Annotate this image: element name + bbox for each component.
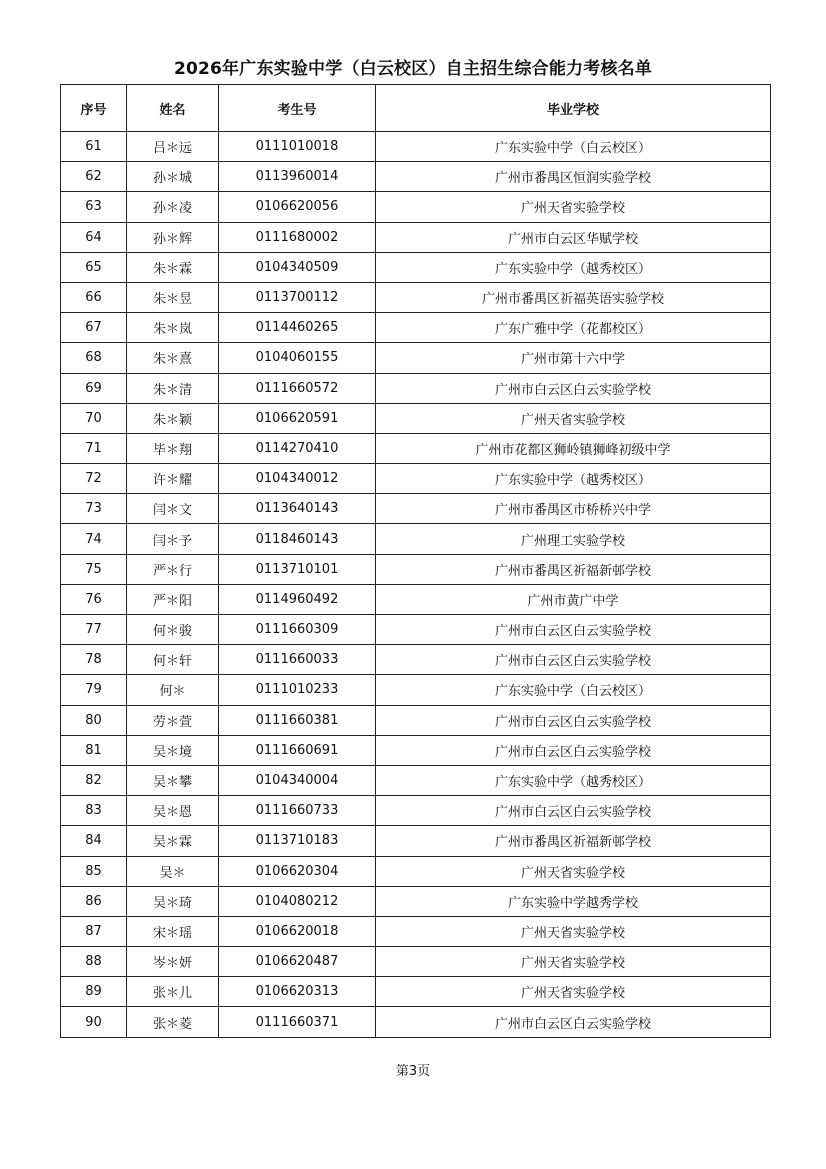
row-index-cell: 77 xyxy=(61,615,127,645)
row-name-cell: 孙＊凌 xyxy=(127,192,219,222)
table-row xyxy=(61,856,771,886)
row-name-cell: 张＊儿 xyxy=(127,977,219,1007)
row-name-cell: 吴＊ xyxy=(127,856,219,886)
table-row xyxy=(61,977,771,1007)
row-school-cell: 广东实验中学（白云校区） xyxy=(376,675,771,705)
row-exam-number-cell: 0106620018 xyxy=(219,916,376,946)
table-row xyxy=(61,132,771,162)
table-row xyxy=(61,554,771,584)
row-exam-number-cell: 0104340012 xyxy=(219,464,376,494)
row-exam-number-cell: 0111660309 xyxy=(219,615,376,645)
table-row xyxy=(61,615,771,645)
row-name-cell: 何＊轩 xyxy=(127,645,219,675)
table-body xyxy=(61,132,771,1038)
row-school-cell: 广东实验中学（越秀校区） xyxy=(376,252,771,282)
row-name-cell: 吴＊琦 xyxy=(127,886,219,916)
row-school-cell: 广州市白云区白云实验学校 xyxy=(376,615,771,645)
row-name-cell: 吴＊攀 xyxy=(127,765,219,795)
column-header-school: 毕业学校 xyxy=(376,85,771,132)
table-row xyxy=(61,252,771,282)
row-index-cell: 85 xyxy=(61,856,127,886)
row-index-cell: 70 xyxy=(61,403,127,433)
row-index-cell: 71 xyxy=(61,433,127,463)
table-row xyxy=(61,675,771,705)
row-name-cell: 严＊行 xyxy=(127,554,219,584)
row-exam-number-cell: 0113960014 xyxy=(219,162,376,192)
row-name-cell: 朱＊霖 xyxy=(127,252,219,282)
row-index-cell: 62 xyxy=(61,162,127,192)
row-school-cell: 广州市番禺区祈福新邨学校 xyxy=(376,826,771,856)
row-school-cell: 广州市番禺区祈福新邨学校 xyxy=(376,554,771,584)
row-name-cell: 毕＊翔 xyxy=(127,433,219,463)
table-row xyxy=(61,826,771,856)
row-index-cell: 86 xyxy=(61,886,127,916)
table-row xyxy=(61,796,771,826)
table-row xyxy=(61,886,771,916)
table-row xyxy=(61,373,771,403)
table-row xyxy=(61,282,771,312)
table-row xyxy=(61,343,771,373)
row-index-cell: 80 xyxy=(61,705,127,735)
row-index-cell: 76 xyxy=(61,584,127,614)
row-school-cell: 广州天省实验学校 xyxy=(376,977,771,1007)
row-index-cell: 68 xyxy=(61,343,127,373)
table-row xyxy=(61,735,771,765)
candidate-table xyxy=(60,84,771,1038)
row-exam-number-cell: 0106620487 xyxy=(219,947,376,977)
row-exam-number-cell: 0106620304 xyxy=(219,856,376,886)
row-school-cell: 广州市番禺区市桥桥兴中学 xyxy=(376,494,771,524)
row-exam-number-cell: 0104340509 xyxy=(219,252,376,282)
table-row xyxy=(61,947,771,977)
row-school-cell: 广州天省实验学校 xyxy=(376,856,771,886)
row-name-cell: 宋＊瑶 xyxy=(127,916,219,946)
row-index-cell: 74 xyxy=(61,524,127,554)
row-school-cell: 广州天省实验学校 xyxy=(376,403,771,433)
row-index-cell: 79 xyxy=(61,675,127,705)
row-exam-number-cell: 0111010018 xyxy=(219,132,376,162)
row-name-cell: 何＊骏 xyxy=(127,615,219,645)
row-name-cell: 何＊ xyxy=(127,675,219,705)
table-row xyxy=(61,313,771,343)
table-row xyxy=(61,524,771,554)
table-row xyxy=(61,494,771,524)
row-index-cell: 64 xyxy=(61,222,127,252)
row-index-cell: 81 xyxy=(61,735,127,765)
table-row xyxy=(61,645,771,675)
row-name-cell: 许＊耀 xyxy=(127,464,219,494)
row-name-cell: 吴＊恩 xyxy=(127,796,219,826)
row-school-cell: 广东实验中学越秀学校 xyxy=(376,886,771,916)
row-exam-number-cell: 0104060155 xyxy=(219,343,376,373)
row-school-cell: 广州市白云区白云实验学校 xyxy=(376,796,771,826)
row-school-cell: 广州市番禺区祈福英语实验学校 xyxy=(376,282,771,312)
row-school-cell: 广州市花都区狮岭镇狮峰初级中学 xyxy=(376,433,771,463)
row-index-cell: 87 xyxy=(61,916,127,946)
row-exam-number-cell: 0114460265 xyxy=(219,313,376,343)
row-exam-number-cell: 0111660733 xyxy=(219,796,376,826)
row-index-cell: 82 xyxy=(61,765,127,795)
row-index-cell: 75 xyxy=(61,554,127,584)
table-row xyxy=(61,162,771,192)
row-name-cell: 朱＊熹 xyxy=(127,343,219,373)
row-school-cell: 广州市番禺区恒润实验学校 xyxy=(376,162,771,192)
row-exam-number-cell: 0113710101 xyxy=(219,554,376,584)
row-exam-number-cell: 0114270410 xyxy=(219,433,376,463)
row-index-cell: 63 xyxy=(61,192,127,222)
row-school-cell: 广州市白云区白云实验学校 xyxy=(376,705,771,735)
page-title: 2026年广东实验中学（白云校区）自主招生综合能力考核名单 xyxy=(173,59,653,79)
table-row xyxy=(61,584,771,614)
column-header-index: 序号 xyxy=(61,85,127,132)
table-row xyxy=(61,464,771,494)
row-school-cell: 广东实验中学（越秀校区） xyxy=(376,765,771,795)
row-exam-number-cell: 0113700112 xyxy=(219,282,376,312)
row-school-cell: 广州天省实验学校 xyxy=(376,192,771,222)
column-header-exam-number: 考生号 xyxy=(219,85,376,132)
row-index-cell: 61 xyxy=(61,132,127,162)
row-name-cell: 吴＊霖 xyxy=(127,826,219,856)
table-row xyxy=(61,765,771,795)
row-school-cell: 广州市黄广中学 xyxy=(376,584,771,614)
row-school-cell: 广州天省实验学校 xyxy=(376,916,771,946)
row-name-cell: 吕＊远 xyxy=(127,132,219,162)
row-school-cell: 广东实验中学（白云校区） xyxy=(376,132,771,162)
row-index-cell: 89 xyxy=(61,977,127,1007)
row-index-cell: 69 xyxy=(61,373,127,403)
row-exam-number-cell: 0111660381 xyxy=(219,705,376,735)
row-name-cell: 朱＊昱 xyxy=(127,282,219,312)
row-index-cell: 78 xyxy=(61,645,127,675)
row-exam-number-cell: 0111010233 xyxy=(219,675,376,705)
row-exam-number-cell: 0106620056 xyxy=(219,192,376,222)
table-row xyxy=(61,916,771,946)
row-name-cell: 劳＊萱 xyxy=(127,705,219,735)
table-row xyxy=(61,705,771,735)
row-exam-number-cell: 0104340004 xyxy=(219,765,376,795)
row-index-cell: 65 xyxy=(61,252,127,282)
row-exam-number-cell: 0111660691 xyxy=(219,735,376,765)
row-exam-number-cell: 0104080212 xyxy=(219,886,376,916)
row-name-cell: 闫＊文 xyxy=(127,494,219,524)
table-header-row xyxy=(61,85,771,132)
table-row xyxy=(61,192,771,222)
row-name-cell: 朱＊岚 xyxy=(127,313,219,343)
row-name-cell: 严＊阳 xyxy=(127,584,219,614)
table-row xyxy=(61,222,771,252)
row-index-cell: 72 xyxy=(61,464,127,494)
column-header-name: 姓名 xyxy=(127,85,219,132)
row-school-cell: 广州市白云区白云实验学校 xyxy=(376,735,771,765)
row-exam-number-cell: 0114960492 xyxy=(219,584,376,614)
row-school-cell: 广州理工实验学校 xyxy=(376,524,771,554)
row-index-cell: 67 xyxy=(61,313,127,343)
row-school-cell: 广州市白云区白云实验学校 xyxy=(376,373,771,403)
row-name-cell: 闫＊予 xyxy=(127,524,219,554)
table-row xyxy=(61,403,771,433)
row-index-cell: 66 xyxy=(61,282,127,312)
row-exam-number-cell: 0111660371 xyxy=(219,1007,376,1037)
row-exam-number-cell: 0111680002 xyxy=(219,222,376,252)
row-index-cell: 90 xyxy=(61,1007,127,1037)
row-exam-number-cell: 0111660572 xyxy=(219,373,376,403)
row-exam-number-cell: 0118460143 xyxy=(219,524,376,554)
row-index-cell: 83 xyxy=(61,796,127,826)
row-name-cell: 孙＊辉 xyxy=(127,222,219,252)
row-school-cell: 广州天省实验学校 xyxy=(376,947,771,977)
row-school-cell: 广州市白云区白云实验学校 xyxy=(376,645,771,675)
row-exam-number-cell: 0111660033 xyxy=(219,645,376,675)
row-exam-number-cell: 0113640143 xyxy=(219,494,376,524)
row-school-cell: 广东广雅中学（花都校区） xyxy=(376,313,771,343)
table-row xyxy=(61,433,771,463)
page-number: 第3页 xyxy=(395,1064,431,1079)
row-index-cell: 73 xyxy=(61,494,127,524)
row-school-cell: 广州市白云区白云实验学校 xyxy=(376,1007,771,1037)
row-exam-number-cell: 0113710183 xyxy=(219,826,376,856)
row-name-cell: 朱＊清 xyxy=(127,373,219,403)
row-name-cell: 朱＊颖 xyxy=(127,403,219,433)
row-school-cell: 广州市第十六中学 xyxy=(376,343,771,373)
row-name-cell: 张＊菱 xyxy=(127,1007,219,1037)
row-index-cell: 88 xyxy=(61,947,127,977)
row-school-cell: 广州市白云区华赋学校 xyxy=(376,222,771,252)
table-row xyxy=(61,1007,771,1037)
row-exam-number-cell: 0106620591 xyxy=(219,403,376,433)
row-name-cell: 吴＊境 xyxy=(127,735,219,765)
row-exam-number-cell: 0106620313 xyxy=(219,977,376,1007)
row-index-cell: 84 xyxy=(61,826,127,856)
row-school-cell: 广东实验中学（越秀校区） xyxy=(376,464,771,494)
row-name-cell: 岑＊妍 xyxy=(127,947,219,977)
row-name-cell: 孙＊城 xyxy=(127,162,219,192)
